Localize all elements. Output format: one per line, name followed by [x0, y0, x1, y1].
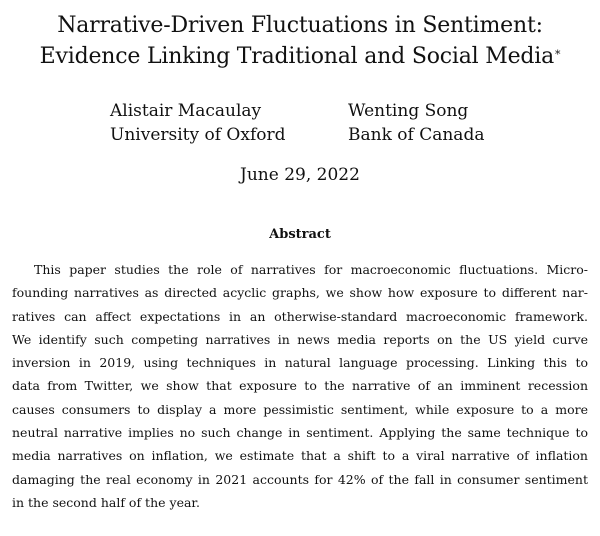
abstract-line: neutral narrative implies no such change in sentiment. Applying the same technique to — [12, 425, 588, 441]
author-2 — [348, 99, 484, 147]
paper-title — [0, 10, 600, 72]
abstract-heading: Abstract — [269, 227, 331, 242]
author-1 — [110, 99, 286, 147]
author-1-name: Alistair Macaulay — [110, 101, 262, 121]
paper-title-line-1: Narrative-Driven Fluctuations in Sentiment: — [57, 13, 543, 38]
abstract-body — [12, 258, 588, 514]
author-2-affiliation: Bank of Canada — [348, 125, 485, 145]
paper-title-line-2-text: Evidence Linking Traditional and Social Media — [39, 44, 555, 69]
abstract-line: This paper studies the role of narratives for macroeconomic fluctuations. Micro- — [34, 262, 588, 277]
abstract-line: media narratives on inflation, we estimate that a shift to a viral narrative of inflation — [12, 448, 588, 464]
abstract-line: damaging the real economy in 2021 accounts for 42% of the fall in consumer sentiment — [12, 471, 588, 487]
author-1-affiliation: University of Oxford — [110, 125, 286, 145]
author-block — [0, 99, 600, 149]
abstract-line: data from Twitter, we show that exposure to the narrative of an imminent recession — [12, 378, 588, 394]
paper-title-line-2 — [0, 41, 600, 72]
paper-date: June 29, 2022 — [240, 165, 360, 185]
author-2-name: Wenting Song — [348, 101, 469, 121]
abstract-line: inversion in 2019, using techniques in natural language processing. Linking this to — [12, 355, 588, 371]
abstract-line: We identify such competing narratives in news media reports on the US yield curve — [12, 331, 588, 347]
abstract-line: founding narratives as directed acyclic graphs, we show how exposure to different nar- — [12, 285, 588, 301]
abstract-line: ratives can affect expectations in an otherwise-standard macroeconomic framework. — [12, 308, 588, 324]
title-footnote-mark: * — [555, 48, 561, 61]
abstract-line: in the second half of the year. — [12, 494, 200, 510]
abstract-line: causes consumers to display a more pessimistic sentiment, while exposure to a more — [12, 401, 588, 417]
